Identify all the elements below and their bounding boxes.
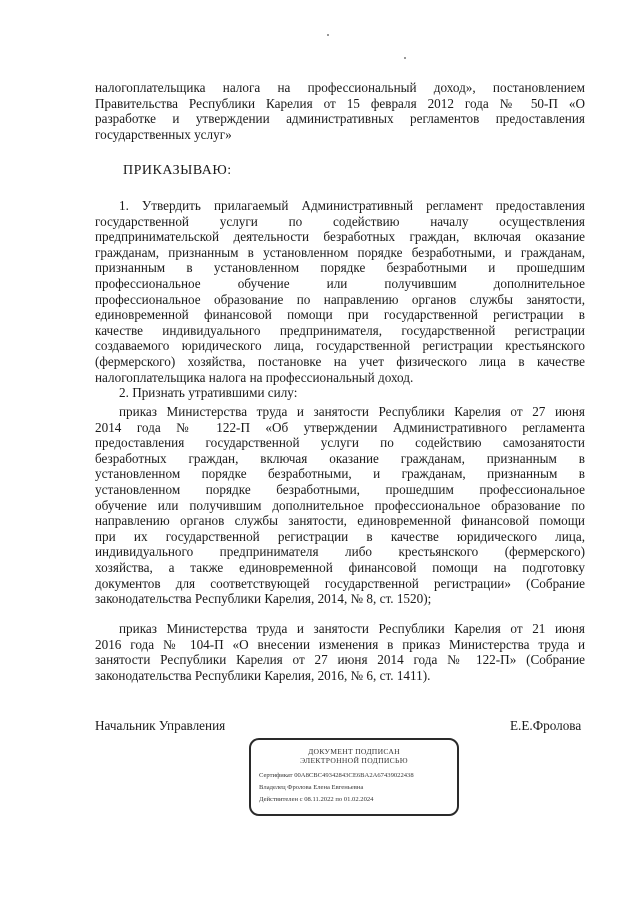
text-line: создаваемого юридического лица, государственной регистрации крестьянского	[95, 338, 585, 354]
signatory-name: Е.Е.Фролова	[510, 718, 582, 733]
stamp-validity: Действителен с 08.11.2022 по 01.02.2024	[259, 796, 374, 803]
text-line: предоставления государственной услуги по содействию самозанятости	[95, 435, 585, 451]
item-2a-paragraph	[95, 404, 585, 607]
text-line: налогоплательщика налога на профессиональный доход.	[95, 369, 414, 385]
text-line: признанным в установленном порядке безработными и прошедшим	[95, 260, 585, 276]
text-line: установленном порядке безработными, прошедшим профессиональное	[95, 481, 585, 497]
text-line: качестве индивидуального предпринимателя, государственной регистрации	[95, 322, 585, 338]
intro-paragraph	[95, 80, 585, 142]
scan-speck	[404, 57, 406, 59]
text-line: приказ Министерства труда и занятости Республики Карелия от 27 июня	[119, 404, 585, 419]
text-line: 2. Признать утратившими силу:	[119, 385, 298, 400]
text-line: безработных граждан, включая оказание гражданам, признанным в	[95, 450, 585, 466]
text-line: единовременной финансовой помощи при государственной регистрации в	[95, 307, 585, 323]
item-2b-paragraph	[95, 621, 585, 683]
text-line: государственных услуг»	[95, 126, 232, 142]
text-line: 1. Утвердить прилагаемый Административный регламент предоставления	[119, 198, 585, 213]
scan-speck	[327, 34, 329, 36]
stamp-owner: Владелец Фролова Елена Евгеньевна	[259, 784, 364, 791]
text-line: обучение или получившим дополнительное профессиональное образование по	[95, 497, 585, 513]
text-line: профессиональное образование по направлению органов службы занятости,	[95, 291, 585, 307]
stamp-title-line-1: ДОКУМЕНТ ПОДПИСАН	[308, 747, 400, 756]
text-line: (фермерского) хозяйства, постановке на учет физического лица в качестве	[95, 353, 585, 369]
text-line: установленном порядке безработными, и гражданам, признанным в	[95, 466, 585, 482]
text-line: профессиональное обучение или получившим дополнительное	[95, 275, 585, 291]
signatory-position: Начальник Управления	[95, 718, 226, 733]
stamp-certificate: Сертификат 00A8CBC49342843CE6BA2A67439022438	[259, 772, 414, 779]
text-line: законодательства Республики Карелия, 2014, № 8, ст. 1520);	[95, 591, 432, 607]
text-line: 2016 года № 104-П «О внесении изменения в приказ Министерства труда и	[95, 636, 585, 652]
text-line: при их государственной регистрации в качестве юридического лица,	[95, 528, 585, 544]
text-line: гражданам, признанным в установленном порядке безработными, и гражданам,	[95, 244, 585, 260]
text-line: Правительства Республики Карелия от 15 февраля 2012 года № 50-П «О	[95, 95, 585, 111]
text-line: направлению органов службы занятости, единовременной финансовой помощи	[95, 513, 585, 529]
text-line: налогоплательщика налога на профессиональный доход», постановлением	[95, 80, 585, 95]
text-line: приказ Министерства труда и занятости Республики Карелия от 21 июня	[119, 621, 585, 636]
text-line: государственной услуги по содействию началу осуществления	[95, 213, 585, 229]
text-line: занятости Республики Карелия от 27 июня 2014 года № 122-П» (Собрание	[95, 652, 585, 668]
text-line: хозяйства, а также единовременной финансовой помощи на подготовку	[95, 559, 585, 575]
text-line: разработке и утверждении административных регламентов предоставления	[95, 111, 585, 127]
text-line: законодательства Республики Карелия, 2016, № 6, ст. 1411).	[95, 667, 431, 683]
electronic-signature-stamp	[249, 738, 459, 816]
text-line: индивидуального предпринимателя либо крестьянского (фермерского)	[95, 544, 585, 560]
text-line: 2014 года № 122-П «Об утверждении Административного регламента	[95, 419, 585, 435]
item-2-title	[95, 385, 585, 401]
order-heading: ПРИКАЗЫВАЮ:	[123, 163, 232, 178]
text-line: предпринимательской деятельности безработных граждан, включая оказание	[95, 229, 585, 245]
stamp-title-line-2: ЭЛЕКТРОННОЙ ПОДПИСЬЮ	[300, 756, 408, 765]
text-line: документов для соответствующей государственной регистрации» (Собрание	[95, 575, 585, 591]
item-1-paragraph	[95, 198, 585, 385]
